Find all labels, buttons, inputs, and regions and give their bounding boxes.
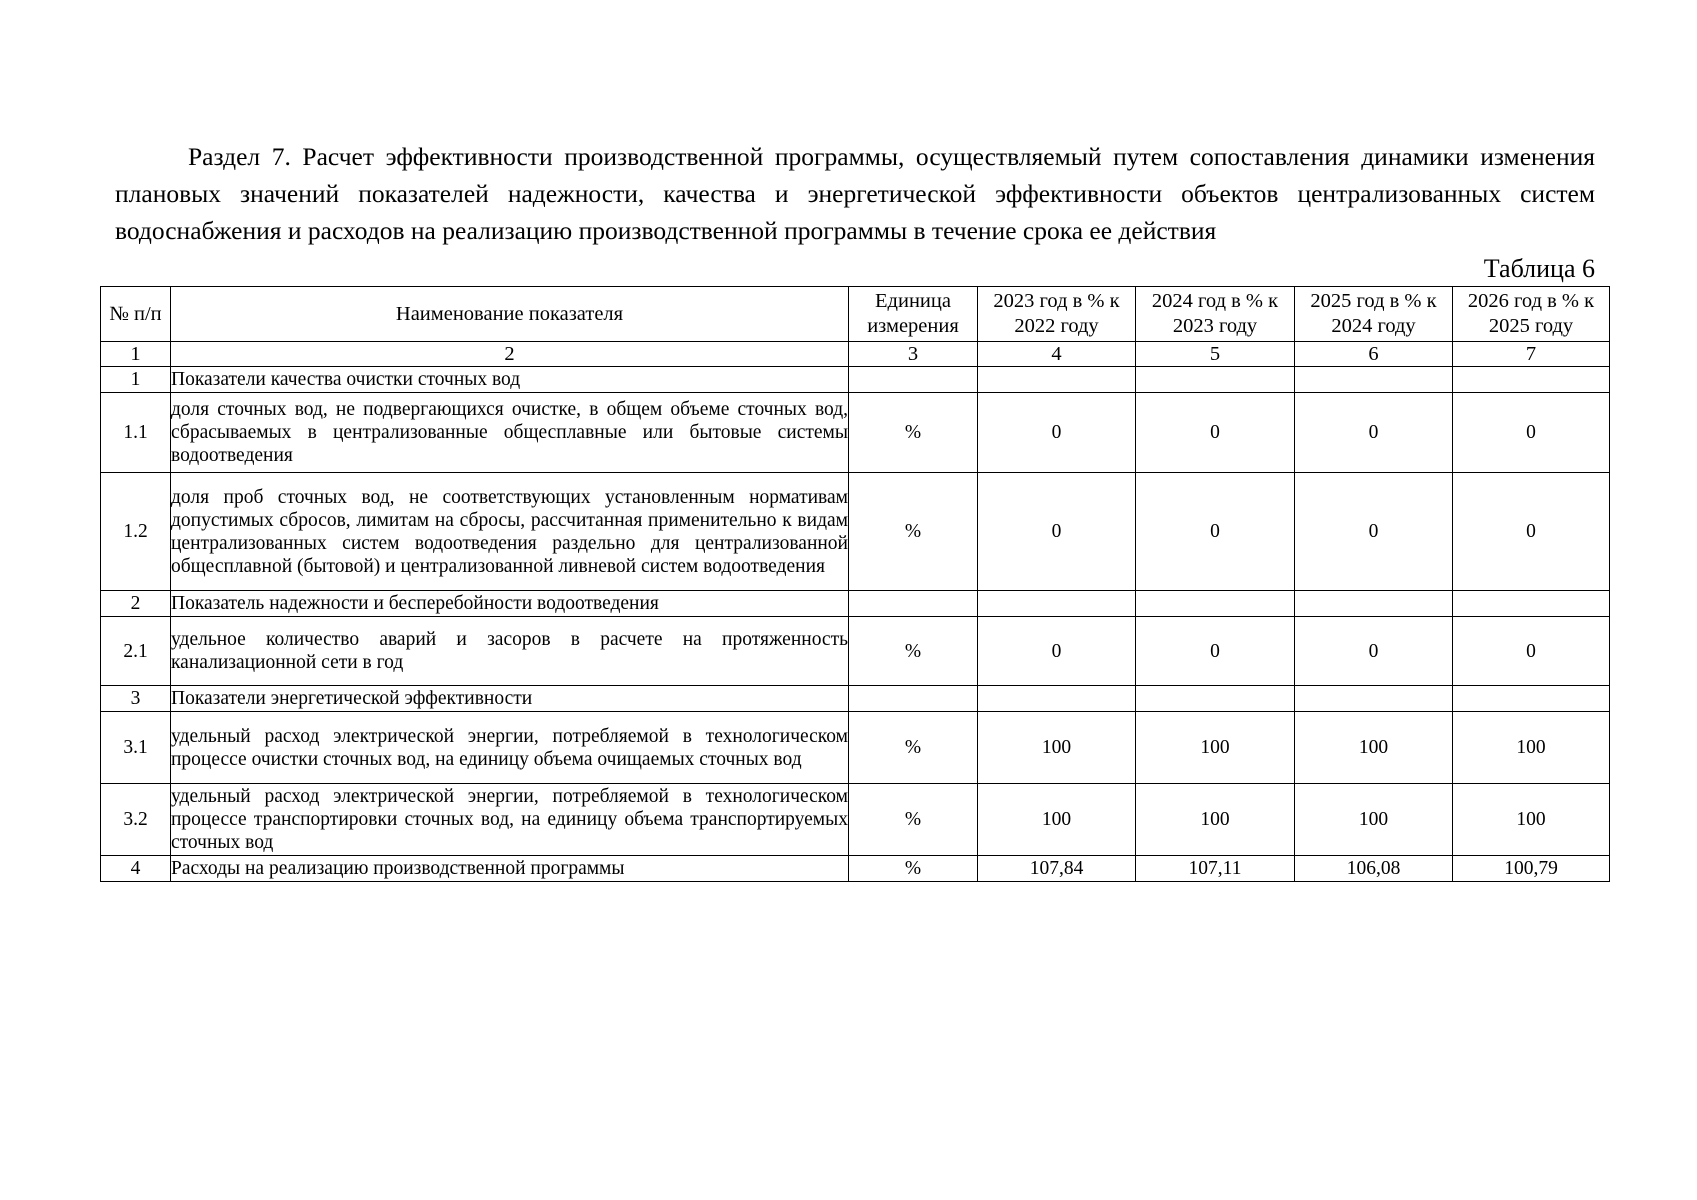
col-header-unit: Единица измерения	[849, 287, 978, 342]
column-number: 7	[1453, 342, 1610, 367]
row-value-2024	[1136, 591, 1295, 617]
row-name: Показатели энергетической эффективности	[171, 686, 849, 712]
col-header-no: № п/п	[101, 287, 171, 342]
column-number: 4	[978, 342, 1136, 367]
row-value-2026: 0	[1453, 617, 1610, 686]
table-caption: Таблица 6	[1483, 254, 1595, 283]
row-value-2025: 0	[1295, 617, 1453, 686]
row-value-2024	[1136, 686, 1295, 712]
row-name: удельный расход электрической энергии, потребляемой в технологическом процессе транспортировки сточных вод, на единицу объема транспортируемых сточных вод	[171, 784, 849, 856]
row-unit: %	[849, 784, 978, 856]
header-row	[101, 287, 1610, 342]
row-number: 3.1	[101, 712, 171, 784]
row-value-2026: 0	[1453, 393, 1610, 473]
row-value-2024: 100	[1136, 784, 1295, 856]
table-row	[101, 686, 1610, 712]
row-value-2025: 0	[1295, 473, 1453, 591]
row-value-2023: 0	[978, 473, 1136, 591]
row-value-2026	[1453, 367, 1610, 393]
col-header-2024: 2024 год в % к 2023 году	[1136, 287, 1295, 342]
row-value-2025: 0	[1295, 393, 1453, 473]
row-value-2023	[978, 686, 1136, 712]
row-name: Показатели качества очистки сточных вод	[171, 367, 849, 393]
table-row	[101, 393, 1610, 473]
row-number: 3.2	[101, 784, 171, 856]
col-header-name: Наименование показателя	[171, 287, 849, 342]
row-unit: %	[849, 712, 978, 784]
row-name: удельное количество аварий и засоров в расчете на протяженность канализационной сети в год	[171, 617, 849, 686]
column-number: 6	[1295, 342, 1453, 367]
column-number: 2	[171, 342, 849, 367]
row-value-2026: 100	[1453, 784, 1610, 856]
section-heading: Раздел 7. Расчет эффективности производственной программы, осуществляемый путем сопоставления динамики изменения плановых значений показателей надежности, качества и энергетической эффективности объектов централизованных систем водоснабжения и расходов на реализацию производственной программы в течение срока ее действия	[115, 142, 1595, 245]
row-value-2024	[1136, 367, 1295, 393]
row-value-2024: 100	[1136, 712, 1295, 784]
row-value-2025	[1295, 367, 1453, 393]
row-value-2025: 100	[1295, 712, 1453, 784]
row-value-2026	[1453, 591, 1610, 617]
table-row	[101, 784, 1610, 856]
row-unit: %	[849, 856, 978, 882]
row-value-2025	[1295, 591, 1453, 617]
row-unit: %	[849, 617, 978, 686]
row-unit: %	[849, 473, 978, 591]
col-header-2023: 2023 год в % к 2022 году	[978, 287, 1136, 342]
row-unit	[849, 686, 978, 712]
row-value-2026: 100,79	[1453, 856, 1610, 882]
row-value-2023: 0	[978, 617, 1136, 686]
row-unit: %	[849, 393, 978, 473]
document-page	[100, 138, 1610, 882]
row-name: Расходы на реализацию производственной программы	[171, 856, 849, 882]
row-value-2023	[978, 591, 1136, 617]
row-value-2023: 100	[978, 712, 1136, 784]
col-header-2026: 2026 год в % к 2025 году	[1453, 287, 1610, 342]
table-row	[101, 617, 1610, 686]
row-value-2026	[1453, 686, 1610, 712]
row-value-2024: 0	[1136, 617, 1295, 686]
row-name: Показатель надежности и бесперебойности водоотведения	[171, 591, 849, 617]
table-row	[101, 473, 1610, 591]
row-name: доля проб сточных вод, не соответствующих установленным нормативам допустимых сбросов, лимитам на сбросы, рассчитанная применительно к видам централизованных систем водоотведения раздельно для централизованной общесплавной (бытовой) и централизованной ливневой систем водоотведения	[171, 473, 849, 591]
row-value-2023: 100	[978, 784, 1136, 856]
row-value-2025	[1295, 686, 1453, 712]
table-row	[101, 367, 1610, 393]
row-value-2024: 107,11	[1136, 856, 1295, 882]
row-value-2024: 0	[1136, 393, 1295, 473]
row-unit	[849, 591, 978, 617]
row-value-2023: 0	[978, 393, 1136, 473]
row-number: 2.1	[101, 617, 171, 686]
row-number: 3	[101, 686, 171, 712]
row-number: 1.2	[101, 473, 171, 591]
indicators-table	[100, 286, 1610, 882]
row-number: 4	[101, 856, 171, 882]
row-number: 2	[101, 591, 171, 617]
row-number: 1.1	[101, 393, 171, 473]
row-value-2023: 107,84	[978, 856, 1136, 882]
row-value-2026: 0	[1453, 473, 1610, 591]
column-number: 3	[849, 342, 978, 367]
row-number: 1	[101, 367, 171, 393]
table-row	[101, 591, 1610, 617]
table-row	[101, 712, 1610, 784]
col-header-2025: 2025 год в % к 2024 году	[1295, 287, 1453, 342]
column-number: 5	[1136, 342, 1295, 367]
row-value-2023	[978, 367, 1136, 393]
column-number: 1	[101, 342, 171, 367]
row-value-2025: 106,08	[1295, 856, 1453, 882]
row-name: доля сточных вод, не подвергающихся очистке, в общем объеме сточных вод, сбрасываемых в централизованные общесплавные или бытовые системы водоотведения	[171, 393, 849, 473]
row-name: удельный расход электрической энергии, потребляемой в технологическом процессе очистки сточных вод, на единицу объема очищаемых сточных вод	[171, 712, 849, 784]
column-number-row	[101, 342, 1610, 367]
row-value-2026: 100	[1453, 712, 1610, 784]
row-unit	[849, 367, 978, 393]
table-row	[101, 856, 1610, 882]
row-value-2024: 0	[1136, 473, 1295, 591]
row-value-2025: 100	[1295, 784, 1453, 856]
